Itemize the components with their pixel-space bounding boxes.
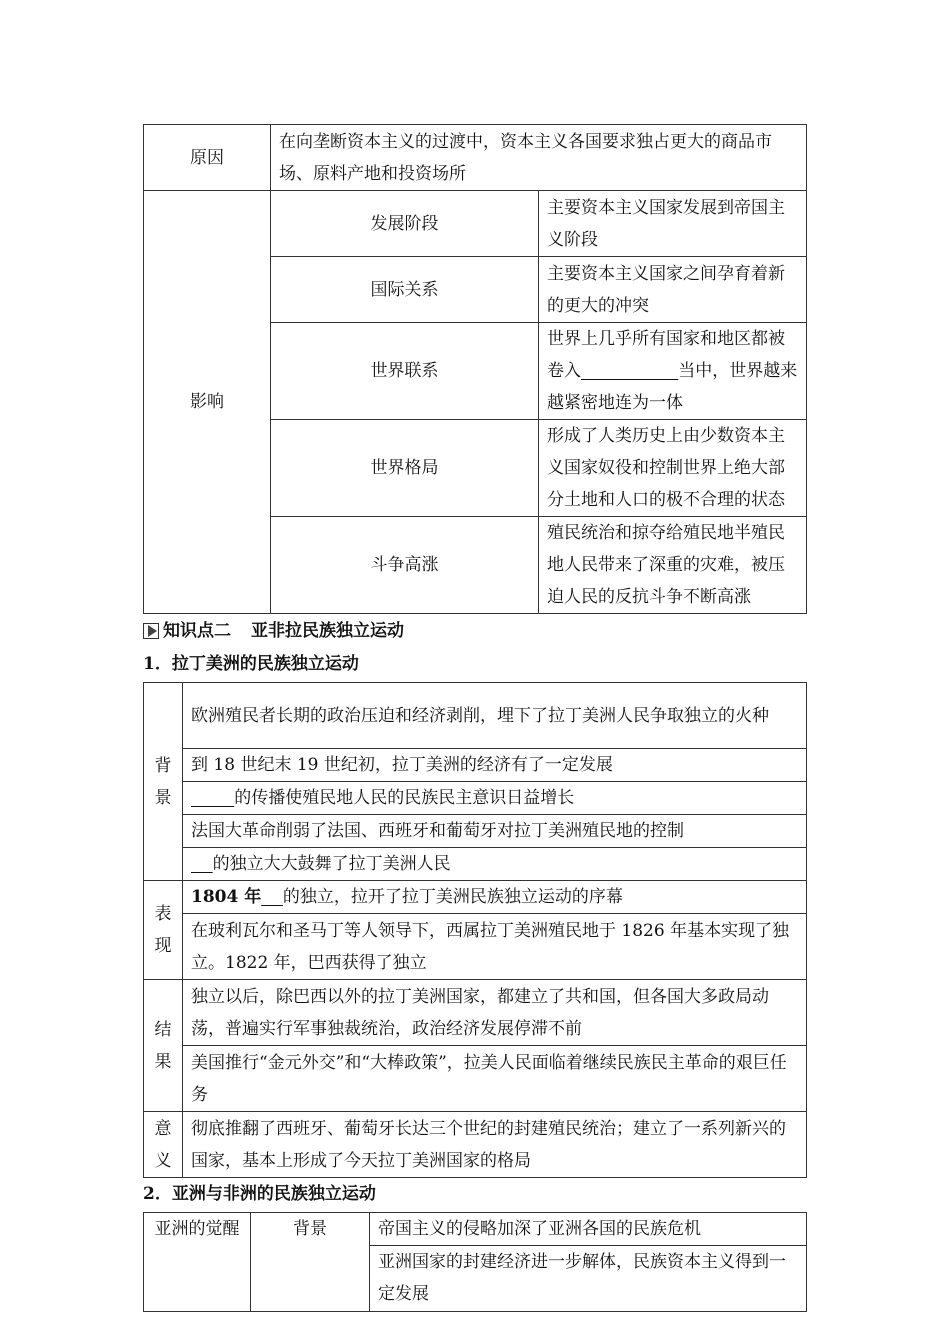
text-span: 的传播使殖民地人民的民族民主意识日益增长 <box>234 788 575 808</box>
performance-text: 在玻利瓦尔和圣马丁等人领导下，西属拉丁美洲殖民地于 1826 年基本实现了独立。1822 年，巴西获得了独立 <box>183 914 807 980</box>
impact-sub-label: 国际关系 <box>271 257 539 323</box>
fill-blank[interactable] <box>261 887 283 907</box>
section-number: 知识点二 <box>163 621 231 641</box>
page-content <box>143 124 807 1312</box>
background-text <box>183 749 807 782</box>
reason-row <box>144 125 807 191</box>
subsection-title-latin-america: 1．拉丁美洲的民族独立运动 <box>143 654 359 674</box>
impact-text: 形成了人类历史上由少数资本主义国家奴役和控制世界上绝大部分土地和人口的极不合理的状态 <box>539 420 807 517</box>
impact-sub-label: 斗争高涨 <box>271 517 539 614</box>
background-text: 欧洲殖民者长期的政治压迫和经济剥削，埋下了拉丁美洲人民争取独立的火种 <box>183 683 807 749</box>
fill-blank[interactable] <box>191 854 213 874</box>
impact-sub-label: 世界格局 <box>271 420 539 517</box>
latin-america-table <box>143 682 807 1178</box>
subsection-title-asia-africa: 2．亚洲与非洲的民族独立运动 <box>143 1184 376 1204</box>
section-heading <box>143 614 807 648</box>
causes-impacts-table <box>143 124 807 614</box>
reason-text: 在向垄断资本主义的过渡中，资本主义各国要求独占更大的商品市场、原料产地和投资场所 <box>271 125 807 191</box>
table-row <box>144 683 807 749</box>
table-row <box>144 815 807 848</box>
table-row <box>144 848 807 881</box>
impact-row <box>144 191 807 257</box>
table-row <box>144 914 807 980</box>
result-label: 结果 <box>144 980 183 1112</box>
performance-label: 表现 <box>144 881 183 980</box>
table-row <box>144 782 807 815</box>
asia-awakening-label: 亚洲的觉醒 <box>144 1213 251 1312</box>
text-span: 的独立大大鼓舞了拉丁美洲人民 <box>212 854 451 874</box>
text-span: 到 18 世纪末 19 世纪初，拉丁美洲的经济有了一定发展 <box>191 755 613 775</box>
meaning-label: 意义 <box>144 1112 183 1178</box>
impact-sub-label: 世界联系 <box>271 323 539 420</box>
table-row <box>144 749 807 782</box>
impact-text: 殖民统治和掠夺给殖民地半殖民地人民带来了深重的灾难，被压迫人民的反抗斗争不断高涨 <box>539 517 807 614</box>
impact-text: 主要资本主义国家发展到帝国主义阶段 <box>539 191 807 257</box>
background-text <box>183 848 807 881</box>
impact-text: 主要资本主义国家之间孕育着新的更大的冲突 <box>539 257 807 323</box>
table-row <box>144 1112 807 1178</box>
table-row <box>144 1046 807 1112</box>
background-text <box>183 782 807 815</box>
background-text: 法国大革命削弱了法国、西班牙和葡萄牙对拉丁美洲殖民地的控制 <box>183 815 807 848</box>
result-text: 美国推行“金元外交”和“大棒政策”，拉美人民面临着继续民族民主革命的艰巨任务 <box>183 1046 807 1112</box>
asia-africa-table <box>143 1212 807 1312</box>
fill-blank[interactable] <box>191 788 234 808</box>
result-text: 独立以后，除巴西以外的拉丁美洲国家，都建立了共和国，但各国大多政局动荡，普遍实行军事独裁统治，政治经济发展停滞不前 <box>183 980 807 1046</box>
asia-background-text: 帝国主义的侵略加深了亚洲各国的民族危机 <box>370 1213 807 1246</box>
impact-text <box>539 323 807 420</box>
section-title: 亚非拉民族独立运动 <box>251 621 404 641</box>
reason-label: 原因 <box>144 125 271 191</box>
text-span: 的独立，拉开了拉丁美洲民族独立运动的序幕 <box>282 887 623 907</box>
table-row <box>144 980 807 1046</box>
table-row <box>144 1213 807 1246</box>
table-row <box>144 881 807 914</box>
impact-text-after: 当中，世界越来越紧密地连为一体 <box>547 361 798 413</box>
meaning-text: 彻底推翻了西班牙、葡萄牙长达三个世纪的封建殖民统治；建立了一系列新兴的国家，基本上形成了今天拉丁美洲国家的格局 <box>183 1112 807 1178</box>
fill-blank[interactable] <box>581 361 678 381</box>
asia-background-label: 背景 <box>251 1213 370 1312</box>
impact-text-before: 世界上几乎所有国家和地区都被卷入 <box>547 329 785 381</box>
impact-sub-label: 发展阶段 <box>271 191 539 257</box>
text-span: 1804 年 <box>191 887 262 907</box>
impact-label: 影响 <box>144 191 271 614</box>
asia-background-text: 亚洲国家的封建经济进一步解体，民族资本主义得到一定发展 <box>370 1246 807 1312</box>
performance-text <box>183 881 807 914</box>
play-icon <box>143 623 159 639</box>
background-label: 背景 <box>144 683 183 881</box>
